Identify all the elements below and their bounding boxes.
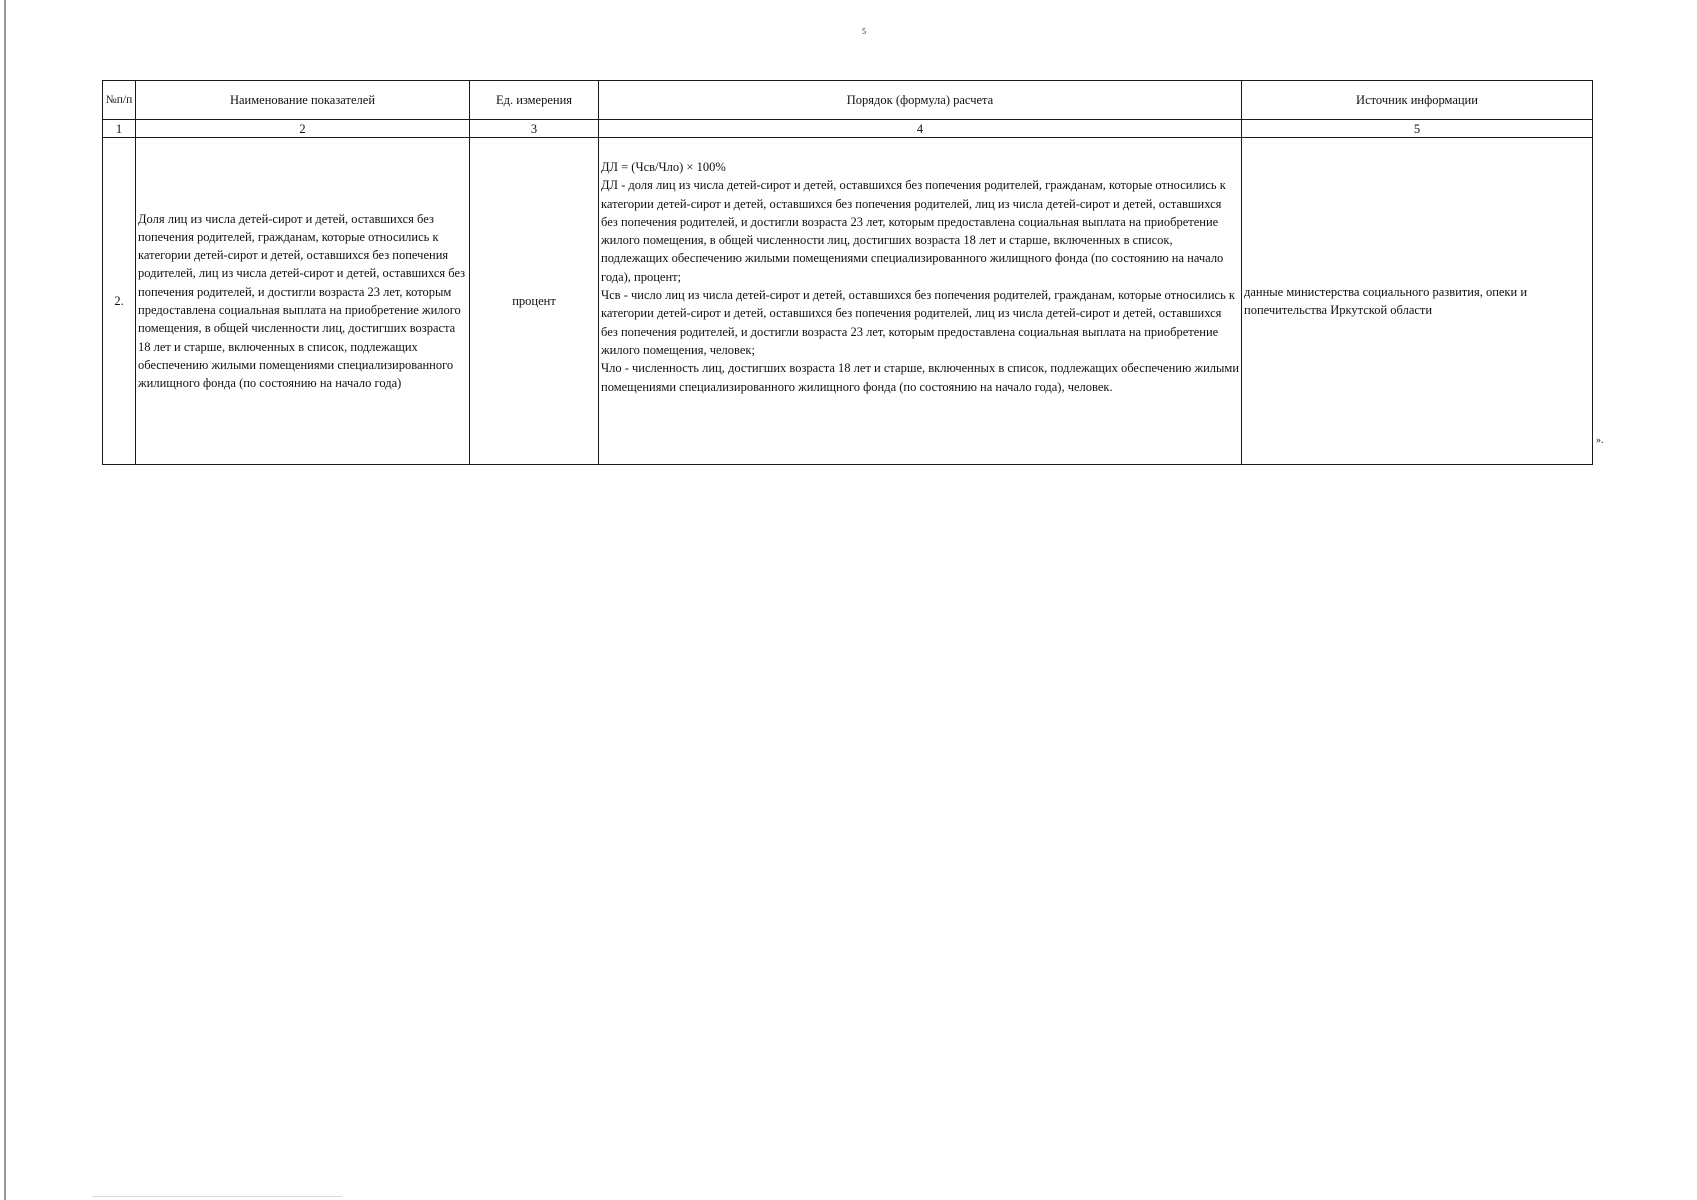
indicator-table xyxy=(102,80,1593,465)
unit-value: процент xyxy=(470,138,599,465)
header-unit: Ед. измерения xyxy=(470,81,599,120)
column-index: 2 xyxy=(136,120,470,138)
header-indicator-name: Наименование показателей xyxy=(136,81,470,120)
header-formula: Порядок (формула) расчета xyxy=(599,81,1242,120)
formula-chlo-definition: Чло - численность лиц, достигших возраста 18 лет и старше, включенных в список, подлежащих обеспечению жилыми помещениями специализированного жилищного фонда (по состоянию на начало года), человек. xyxy=(601,361,1240,394)
row-number: 2. xyxy=(103,138,136,465)
closing-quote-mark: ». xyxy=(1596,435,1604,446)
table-header-row xyxy=(103,81,1593,120)
header-number: №п/п xyxy=(103,81,136,120)
page-number: 5 xyxy=(862,27,866,36)
column-index: 3 xyxy=(470,120,599,138)
formula-chsv-definition: Чсв - число лиц из числа детей-сирот и детей, оставшихся без попечения родителей, гражданам, которые относились к категории детей-сирот и детей, оставшихся без попечения родителей, лиц из числа детей-сирот и детей, оставшихся без попечения родителей, и достигли возраста 23 лет, которым предоставлена социальная выплата на приобретение жилого помещения, человек; xyxy=(601,288,1235,357)
column-index-row xyxy=(103,120,1593,138)
formula-equation: ДЛ = (Чсв/Чло) × 100% xyxy=(601,160,726,174)
formula-cell xyxy=(599,138,1242,465)
formula-dl-definition: ДЛ - доля лиц из числа детей-сирот и детей, оставшихся без попечения родителей, гражданам, которые относились к категории детей-сирот и детей, оставшихся без попечения родителей, лиц из числа детей-сирот и детей, оставшихся без попечения родителей, и достигли возраста 23 лет, которым предоставлена социальная выплата на приобретение жилого помещения, в общей численности лиц, достигших возраста 18 лет и старше, включенных в список, подлежащих обеспечению жилыми помещениями специализированного жилищного фонда (по состоянию на начало года), процент; xyxy=(601,178,1226,284)
column-index: 5 xyxy=(1242,120,1593,138)
column-index: 4 xyxy=(599,120,1242,138)
footer-scan-trace xyxy=(92,1196,342,1197)
table-row xyxy=(103,138,1593,465)
indicator-name: Доля лиц из числа детей-сирот и детей, оставшихся без попечения родителей, гражданам, которые относились к категории детей-сирот и детей, оставшихся без попечения родителей, лиц из числа детей-сирот и детей, оставшихся без попечения родителей, и достигли возраста 23 лет, которым предоставлена социальная выплата на приобретение жилого помещения, в общей численности лиц, достигших возраста 18 лет и старше, включенных в список, подлежащих обеспечению жилыми помещениями специализированного жилищного фонда (по состоянию на начало года) xyxy=(136,138,470,465)
information-source: данные министерства социального развития, опеки и попечительства Иркутской области xyxy=(1242,138,1593,465)
column-index: 1 xyxy=(103,120,136,138)
header-source: Источник информации xyxy=(1242,81,1593,120)
scan-edge-line xyxy=(4,0,6,1200)
